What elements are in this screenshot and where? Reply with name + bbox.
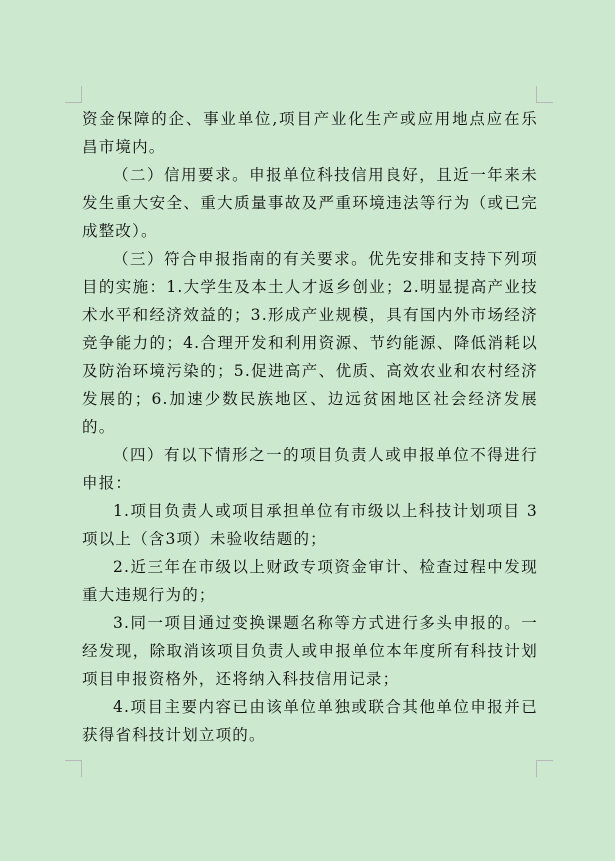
paragraph-item-1: 1.项目负责人或项目承担单位有市级以上科技计划项目 3项以上（含3项）未验收结题的；	[82, 502, 538, 548]
paragraph-guideline-requirement: （三）符合申报指南的有关要求。优先安排和支持下列项目的实施：1.大学生及本土人才返乡创业；2.明显提高产业技术水平和经济效益的；3.形成产业规模，具有国内外市场经济竞争能力的；4.合理开发和利用资源、节约能源、降低消耗以及防治环境污染的；5.促进高产、优质、高效农业和农村经济发展的；6.加速少数民族地区、边远贫困地区社会经济发展的。	[82, 250, 538, 436]
paragraph-disqualification-intro: （四）有以下情形之一的项目负责人或申报单位不得进行申报：	[82, 446, 538, 492]
paragraph-credit-requirement: （二）信用要求。申报单位科技信用良好，且近一年来未发生重大安全、重大质量事故及严重环境违法等行为（或已完成整改）。	[82, 166, 538, 240]
crop-mark-top-left	[65, 86, 82, 103]
paragraph-continuation: 资金保障的企、事业单位,项目产业化生产或应用地点应在乐昌市境内。	[82, 110, 538, 156]
crop-mark-bottom-right	[536, 760, 553, 777]
crop-mark-top-right	[536, 86, 553, 103]
paragraph-item-4: 4.项目主要内容已由该单位单独或联合其他单位申报并已获得省科技计划立项的。	[82, 698, 538, 744]
crop-mark-bottom-left	[65, 760, 82, 777]
paragraph-item-2: 2.近三年在市级以上财政专项资金审计、检查过程中发现重大违规行为的；	[82, 558, 538, 604]
paragraph-item-3: 3.同一项目通过变换课题名称等方式进行多头申报的。一经发现，除取消该项目负责人或申报单位本年度所有科技计划项目申报资格外，还将纳入科技信用记录；	[82, 614, 538, 688]
document-body	[82, 105, 538, 749]
